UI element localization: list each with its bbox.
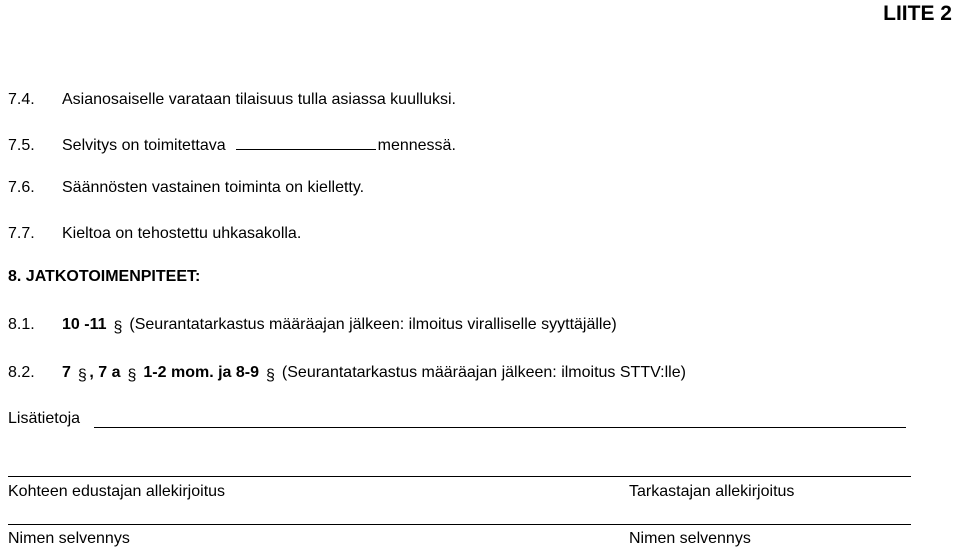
lisatietoja-line[interactable] [94, 427, 906, 428]
signature-label-right: Tarkastajan allekirjoitus [629, 483, 795, 500]
section-sign: § [266, 367, 275, 384]
lisatietoja-label: Lisätietoja [8, 410, 81, 427]
law-reference-c: 1-2 mom. ja 8-9 [143, 364, 260, 381]
item-7-4 [8, 90, 456, 110]
item-text-before: Selvitys on toimitettava [62, 137, 226, 154]
item-number: 7.7. [8, 225, 35, 242]
item-text: (Seurantatarkastus määräajan jälkeen: ilmoitus viralliselle syyttäjälle) [129, 316, 617, 333]
item-number: 8.2. [8, 364, 35, 381]
section-sign: § [127, 367, 137, 384]
item-text: Säännösten vastainen toiminta on kielletty. [62, 179, 365, 196]
item-8-2 [8, 363, 686, 383]
signature-label-left: Kohteen edustajan allekirjoitus [8, 483, 226, 500]
name-clarification-line[interactable] [8, 524, 911, 525]
section-8-heading: 8. JATKOTOIMENPITEET: [8, 268, 201, 285]
item-7-5 [8, 135, 456, 156]
name-label-right: Nimen selvennys [629, 530, 751, 547]
item-text-after: mennessä. [377, 137, 456, 154]
item-text: Kieltoa on tehostettu uhkasakolla. [62, 225, 302, 242]
attachment-label: LIITE 2 [883, 2, 952, 25]
item-7-6 [8, 178, 364, 198]
law-reference: 10 -11 [62, 316, 107, 333]
item-number: 8.1. [8, 316, 35, 333]
law-reference-b: , 7 a [89, 364, 121, 381]
date-blank-line[interactable] [236, 135, 376, 150]
section-sign: § [77, 367, 87, 384]
item-number: 7.4. [8, 91, 35, 108]
item-text: (Seurantatarkastus määräajan jälkeen: ilmoitus STTV:lle) [281, 364, 686, 381]
section-sign: § [113, 319, 123, 336]
item-text: Asianosaiselle varataan tilaisuus tulla asiassa kuulluksi. [62, 91, 456, 108]
name-label-left: Nimen selvennys [8, 530, 130, 547]
item-number: 7.6. [8, 179, 35, 196]
item-7-7 [8, 224, 301, 244]
item-number: 7.5. [8, 137, 35, 154]
law-reference-a: 7 [62, 364, 71, 381]
signature-line[interactable] [8, 476, 911, 477]
item-8-1 [8, 315, 617, 335]
